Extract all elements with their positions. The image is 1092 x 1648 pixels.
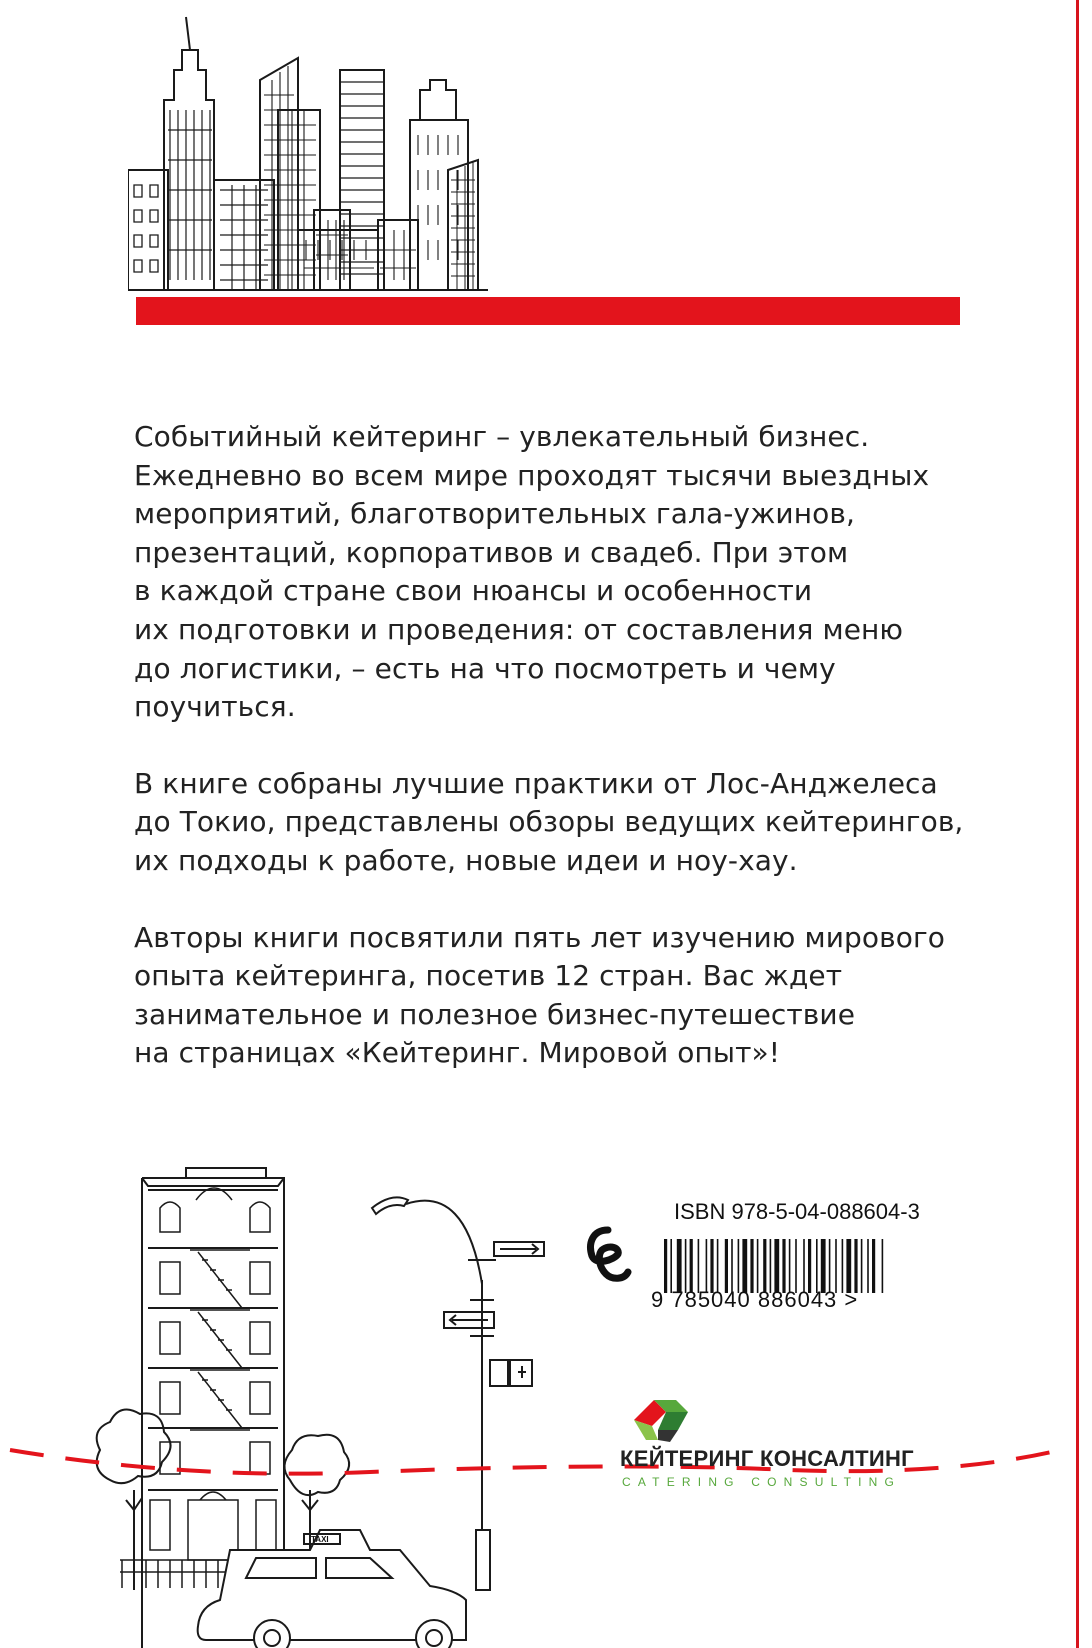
barcode-bar xyxy=(770,1239,772,1293)
barcode-digits: 9 785040 886043 > xyxy=(651,1287,859,1312)
barcode-bar xyxy=(835,1239,837,1293)
barcode-bar xyxy=(816,1239,818,1293)
isbn-label: ISBN 978-5-04-088604-3 xyxy=(674,1199,920,1224)
barcode-bar xyxy=(795,1239,797,1293)
catering-consulting-logo-icon xyxy=(624,1390,704,1446)
barcode-bar xyxy=(803,1239,805,1293)
barcode-bar xyxy=(829,1239,831,1293)
consulting-subtitle: CATERING CONSULTING xyxy=(622,1475,902,1489)
skyline-illustration xyxy=(128,10,928,300)
barcode-bar xyxy=(710,1239,713,1293)
barcode-bar xyxy=(750,1239,753,1293)
barcode-bar xyxy=(757,1239,759,1293)
barcode-bar xyxy=(670,1239,672,1293)
publisher-logo-icon xyxy=(584,1226,632,1288)
description-text xyxy=(134,418,1014,1111)
barcode-bar xyxy=(664,1239,667,1293)
barcode-bar xyxy=(677,1239,682,1293)
barcode-bar xyxy=(854,1239,857,1293)
barcode-bar xyxy=(731,1239,733,1293)
barcode-bar xyxy=(742,1239,747,1293)
barcode-bar xyxy=(867,1239,869,1293)
barcode-bar xyxy=(685,1239,687,1293)
consulting-name: КЕЙТЕРИНГ КОНСАЛТИНГ xyxy=(620,1446,914,1471)
paragraph-practices: В книге собраны лучшие практики от Лос-Анджелеса до Токио, представлены обзоры ведущих кейтерингов, их подходы к работе, новые идеи и ноу-хау. xyxy=(134,766,964,877)
barcode-bar xyxy=(821,1239,826,1293)
barcode-bar xyxy=(706,1239,708,1293)
barcode-bar xyxy=(698,1239,700,1293)
barcode-bar xyxy=(789,1239,791,1293)
barcode-bar xyxy=(842,1239,844,1293)
taxi-sign: TAXI xyxy=(311,1535,329,1544)
barcode-bar xyxy=(808,1239,811,1293)
bottom-illustrations xyxy=(0,1160,1092,1648)
barcode-bar xyxy=(717,1239,719,1293)
barcode-bar xyxy=(872,1239,875,1293)
street-lamp-illustration xyxy=(372,1197,544,1590)
barcode-bar xyxy=(882,1239,884,1293)
paragraph-intro: Событийный кейтеринг – увлекательный бизнес. Ежедневно во всем мире проходят тысячи выездных мероприятий, благотворительных гала-ужинов, презентаций, корпоративов и свадеб. При этом в каждой стране свои нюансы и особенности их подготовки и проведения: от составления меню до логистики, – есть на что посмотреть и чему поучиться. xyxy=(134,420,930,724)
barcode-bar xyxy=(846,1239,851,1293)
paragraph-authors: Авторы книги посвятили пять лет изучению мирового опыта кейтеринга, посетив 12 стран. Вас ждет занимательное и полезное бизнес-путешествие на страницах «Кейтеринг. Мировой опыт»! xyxy=(134,920,945,1070)
barcode-bar xyxy=(725,1239,728,1293)
barcode-bar xyxy=(861,1239,863,1293)
barcode-bar xyxy=(782,1239,785,1293)
barcode-bar xyxy=(690,1239,693,1293)
barcode-bar xyxy=(774,1239,779,1293)
barcode-bar xyxy=(738,1239,740,1293)
barcode-bar xyxy=(763,1239,766,1293)
top-red-bar xyxy=(136,297,960,325)
